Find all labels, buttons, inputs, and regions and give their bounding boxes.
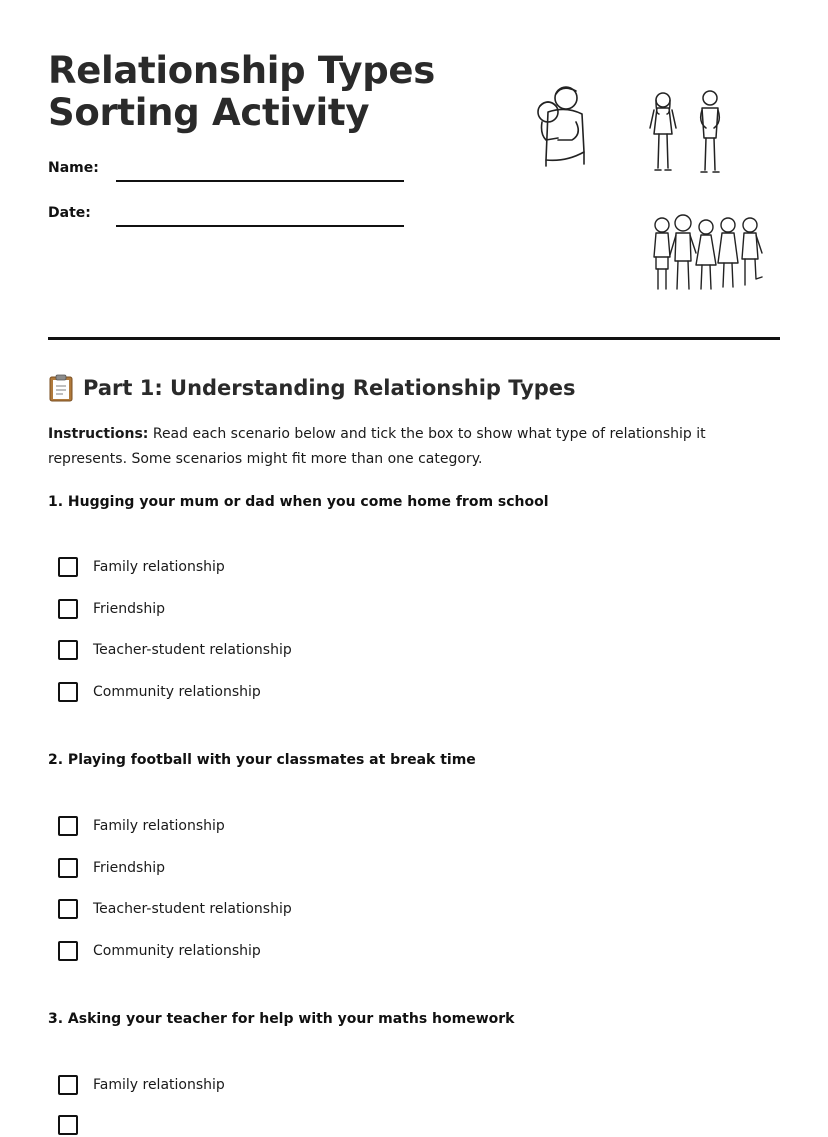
date-label: Date: bbox=[48, 205, 91, 221]
part1-heading bbox=[48, 374, 576, 402]
option-label: Family relationship bbox=[93, 1077, 225, 1093]
clipboard-icon bbox=[48, 374, 74, 402]
checkbox[interactable] bbox=[58, 682, 78, 702]
group-of-children-illustration bbox=[650, 213, 768, 295]
option-label: Family relationship bbox=[93, 818, 225, 834]
instructions-label: Instructions: bbox=[48, 426, 149, 442]
q1-option-teacher-student[interactable] bbox=[58, 638, 292, 662]
instructions-text: Read each scenario below and tick the box to show what type of relationship it represents. Some scenarios might fit more than one category. bbox=[48, 426, 706, 467]
option-label: Teacher-student relationship bbox=[93, 901, 292, 917]
checkbox[interactable] bbox=[58, 640, 78, 660]
checkbox[interactable] bbox=[58, 941, 78, 961]
question-1: 1. Hugging your mum or dad when you come home from school bbox=[48, 494, 549, 510]
date-field[interactable] bbox=[48, 205, 408, 229]
title-line-2: Sorting Activity bbox=[48, 91, 370, 134]
title-line-1: Relationship Types bbox=[48, 49, 435, 92]
q3-option-family[interactable] bbox=[58, 1073, 225, 1097]
q2-option-family[interactable] bbox=[58, 814, 225, 838]
checkbox[interactable] bbox=[58, 1075, 78, 1095]
option-label: Friendship bbox=[93, 860, 165, 876]
question-2: 2. Playing football with your classmates at break time bbox=[48, 752, 476, 768]
checkbox[interactable] bbox=[58, 858, 78, 878]
q2-option-friendship[interactable] bbox=[58, 856, 165, 880]
checkbox[interactable] bbox=[58, 557, 78, 577]
option-label: Family relationship bbox=[93, 559, 225, 575]
family-hug-illustration bbox=[532, 82, 588, 168]
name-label: Name: bbox=[48, 160, 99, 176]
two-adults-illustration bbox=[646, 88, 730, 176]
page-title bbox=[48, 50, 435, 134]
option-label: Community relationship bbox=[93, 684, 261, 700]
date-line[interactable] bbox=[116, 225, 404, 227]
option-label: Community relationship bbox=[93, 943, 261, 959]
option-label: Friendship bbox=[93, 601, 165, 617]
q1-option-friendship[interactable] bbox=[58, 597, 165, 621]
q2-option-community[interactable] bbox=[58, 939, 261, 963]
checkbox[interactable] bbox=[58, 899, 78, 919]
checkbox[interactable] bbox=[58, 816, 78, 836]
name-line[interactable] bbox=[116, 180, 404, 182]
option-label: Teacher-student relationship bbox=[93, 642, 292, 658]
q3-option-next[interactable] bbox=[58, 1113, 93, 1137]
q1-option-community[interactable] bbox=[58, 680, 261, 704]
instructions bbox=[48, 422, 768, 472]
checkbox[interactable] bbox=[58, 599, 78, 619]
part1-heading-text: Part 1: Understanding Relationship Types bbox=[83, 376, 576, 400]
checkbox[interactable] bbox=[58, 1115, 78, 1135]
q1-option-family[interactable] bbox=[58, 555, 225, 579]
question-3: 3. Asking your teacher for help with your maths homework bbox=[48, 1011, 515, 1027]
name-field[interactable] bbox=[48, 160, 408, 184]
section-divider bbox=[48, 337, 780, 340]
q2-option-teacher-student[interactable] bbox=[58, 897, 292, 921]
